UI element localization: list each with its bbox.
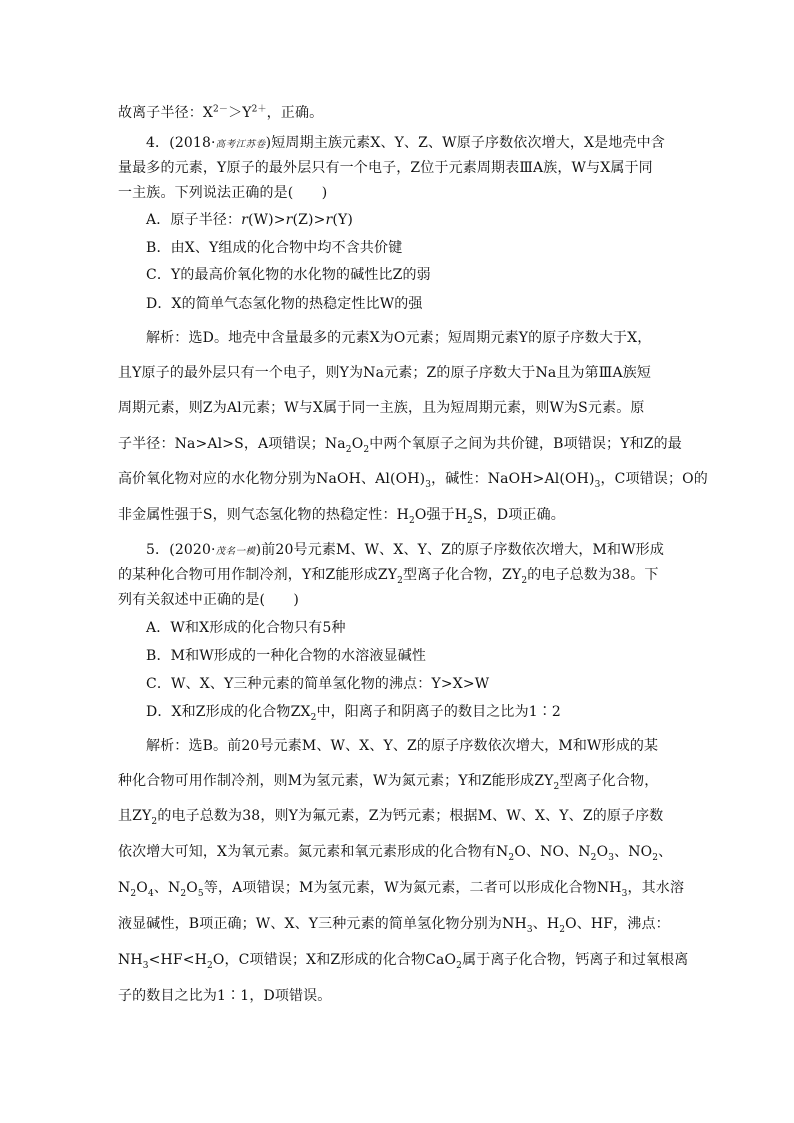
q5-option-b: B．M和W形成的一种化合物的水溶液显碱性 <box>146 648 427 664</box>
q4-option-d: D．X的简单气态氢化物的热稳定性比W的强 <box>146 296 423 312</box>
prev-answer-line: 故离子半径：$X^{2-}>Y^{2+}$，正确。 <box>118 104 324 121</box>
q4-option-b: B．由X、Y组成的化合物中均不含共价键 <box>146 240 403 256</box>
q4-stem-line-2: 量最多的元素，Y原子的最外层只有一个电子，Z位于元素周期表ⅢA族，W与X属于同 <box>118 160 653 176</box>
q4-analysis-line-6: 非金属性强于S，则气态氢化物的热稳定性：$H_2O$强于$H_2S$，D项正确。 <box>118 507 565 526</box>
q4-analysis-line-1: 解析：选D。地壳中含量最多的元素X为O元素；短周期元素Y的原子序数大于X， <box>146 330 652 346</box>
q5-analysis-line-6: 液显碱性，B项正确；W、X、Y三种元素的简单氢化物分别为$NH_3$、$H_2O$、HF，沸点： <box>118 916 670 935</box>
q4-option-c: C．Y的最高价氧化物的水化物的碱性比Z的弱 <box>146 267 431 283</box>
q5-option-d: D．X和Z形成的化合物$ZX_2$中，阳离子和阴离子的数目之比为1∶2 <box>146 704 561 723</box>
q5-stem-line-1: 5．(2020·茂名一模)前20号元素M、W、X、Y、Z的原子序数依次增大，M和W形成 <box>146 542 664 558</box>
q5-analysis-line-2: 种化合物可用作制冷剂，则M为氢元素，W为氮元素；Y和Z能形成$ZY_2$型离子化合物， <box>118 773 659 792</box>
q5-analysis-line-8: 子的数目之比为1∶1，D项错误。 <box>118 988 332 1004</box>
q5-analysis-line-1: 解析：选B。前20号元素M、W、X、Y、Z的原子序数依次增大，M和W形成的某 <box>146 738 659 754</box>
q4-analysis-line-2: 且Y原子的最外层只有一个电子，则Y为Na元素；Z的原子序数大于Na且为第ⅢA族短 <box>118 365 652 381</box>
q4-analysis-line-4: 子半径：Na>Al>S，A项错误；$Na_2O_2$中两个氧原子之间为共价键，B项错误；Y和Z的最 <box>118 436 682 455</box>
q4-stem-line-3: 一主族。下列说法正确的是( ) <box>118 185 328 201</box>
q5-stem-line-2: 的某种化合物可用作制冷剂，Y和Z能形成$ZY_2$型离子化合物，$ZY_2$的电子总数为38。下 <box>118 567 659 586</box>
q4-analysis-line-5: 高价氧化物对应的水化物分别为NaOH、$Al(OH)_3$，碱性：$NaOH>Al(OH)_3$，C项错误；O的 <box>118 471 708 490</box>
q4-stem-line-1: 4．(2018·高考江苏卷)短周期主族元素X、Y、Z、W原子序数依次增大，X是地壳中含 <box>146 135 665 151</box>
q5-option-c: C．W、X、Y三种元素的简单氢化物的沸点：Y>X>W <box>146 676 490 692</box>
q5-stem-line-3: 列有关叙述中正确的是( ) <box>118 592 300 608</box>
q5-option-a: A．W和X形成的化合物只有5种 <box>146 620 346 636</box>
q5-analysis-line-5: $N_2O_4$、$N_2O_5$等，A项错误；M为氢元素，W为氮元素，二者可以形成化合物$NH_3$，其水溶 <box>118 880 685 899</box>
q5-analysis-line-7: $NH_3<HF<H_2O$，C项错误；X和Z形成的化合物CaO$_2$属于离子化合物，钙离子和过氧根离 <box>118 952 689 971</box>
q5-analysis-line-3: 且$ZY_2$的电子总数为38，则Y为氟元素，Z为钙元素；根据M、W、X、Y、Z的原子序数 <box>118 808 664 827</box>
q4-analysis-line-3: 周期元素，则Z为Al元素；W与X属于同一主族，且为短周期元素，则W为S元素。原 <box>118 400 645 416</box>
q4-option-a: A．原子半径：r(W)>r(Z)>r(Y) <box>146 212 353 228</box>
q5-analysis-line-4: 依次增大可知，X为氧元素。氮元素和氧元素形成的化合物有$N_2O$、NO、$N_2O_3$、$NO_2$、 <box>118 844 673 863</box>
